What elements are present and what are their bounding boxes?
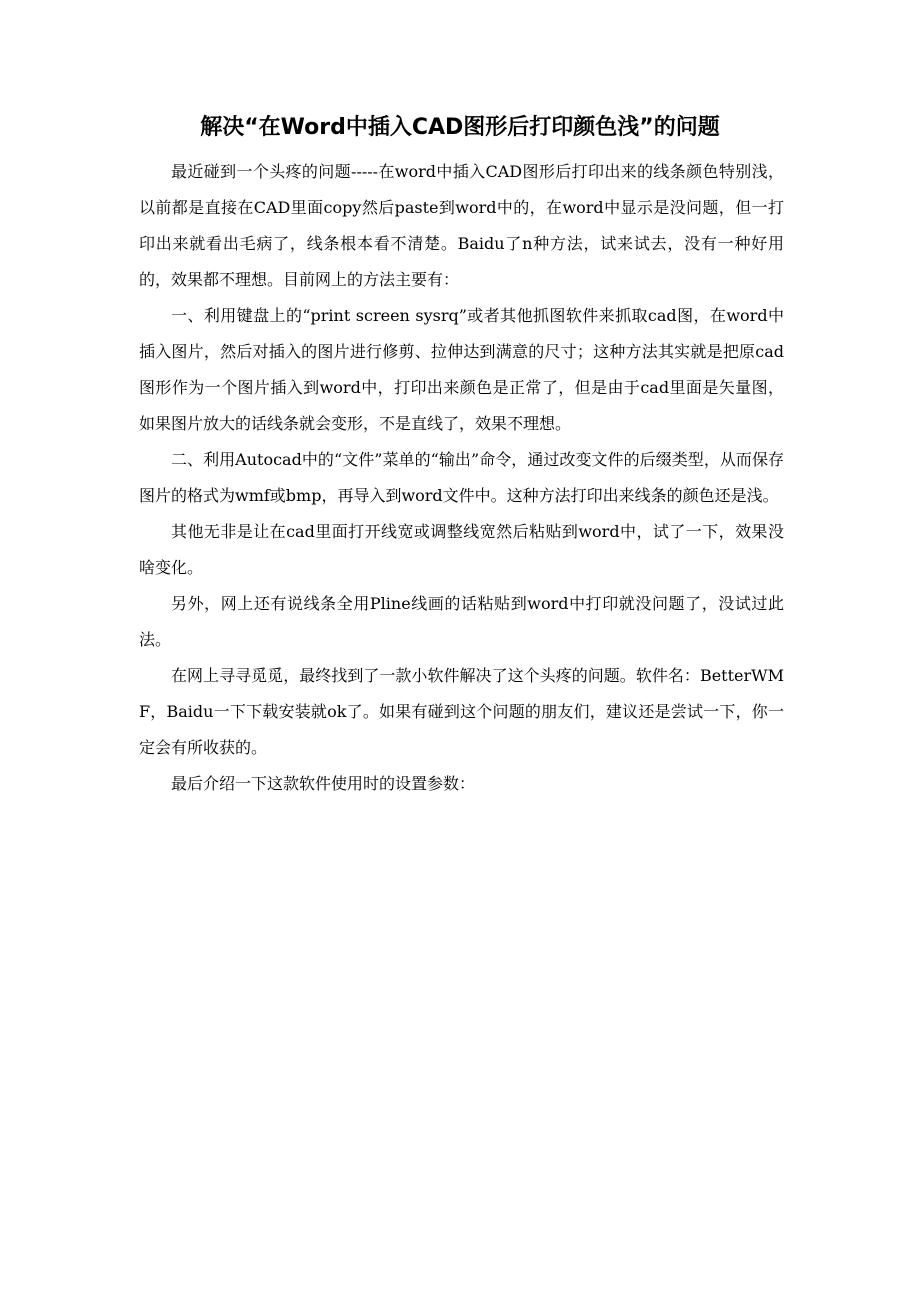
paragraph-method-two: 二、利用Autocad中的“文件”菜单的“输出”命令，通过改变文件的后缀类型，从而保存图片的格式为wmf或bmp，再导入到word文件中。这种方法打印出来线条的颜色还是浅。 <box>139 450 784 505</box>
paragraph-method-one: 一、利用键盘上的“print screen sysrq”或者其他抓图软件来抓取cad图，在word中插入图片，然后对插入的图片进行修剪、拉伸达到满意的尺寸；这种方法其实就是把原cad图形作为一个图片插入到word中，打印出来颜色是正常了，但是由于cad里面是矢量图，如果图片放大的话线条就会变形，不是直线了，效果不理想。 <box>139 306 784 433</box>
document-title: 解决“在Word中插入CAD图形后打印颜色浅”的问题 <box>200 115 720 140</box>
paragraph-settings-intro: 最后介绍一下这款软件使用时的设置参数： <box>171 774 476 793</box>
paragraph-pline-method: 另外，网上还有说线条全用Pline线画的话粘贴到word中打印就没问题了，没试过此法。 <box>139 594 784 649</box>
paragraph-intro: 最近碰到一个头疼的问题-----在word中插入CAD图形后打印出来的线条颜色特别浅，以前都是直接在CAD里面copy然后paste到word中的，在word中显示是没问题，但一打印出来就看出毛病了，线条根本看不清楚。Baidu了n种方法，试来试去，没有一种好用的，效果都不理想。目前网上的方法主要有： <box>139 162 784 289</box>
paragraph-solution: 在网上寻寻觅觅，最终找到了一款小软件解决了这个头疼的问题。软件名：BetterWMF，Baidu一下下载安装就ok了。如果有碰到这个问题的朋友们，建议还是尝试一下，你一定会有所收获的。 <box>139 666 784 757</box>
paragraph-other-methods: 其他无非是让在cad里面打开线宽或调整线宽然后粘贴到word中，试了一下，效果没啥变化。 <box>139 522 784 577</box>
document-body <box>139 154 784 802</box>
